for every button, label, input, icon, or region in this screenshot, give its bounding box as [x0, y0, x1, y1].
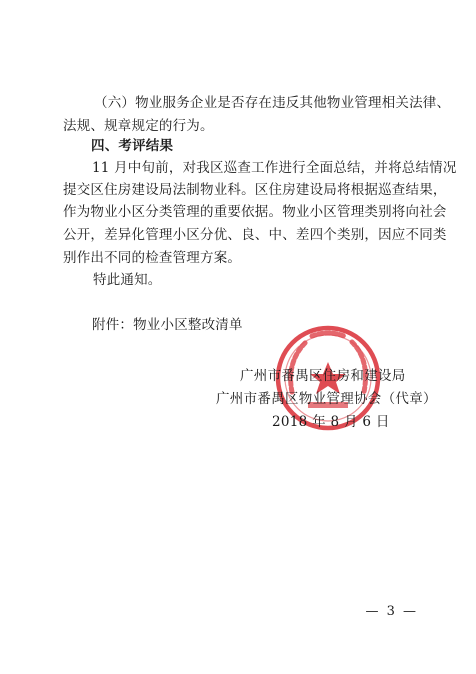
paragraph-6-line-2: 法规、规章规定的行为。 [63, 118, 214, 134]
result-paragraph-line-4: 公开，差异化管理小区分优、良、中、差四个类别，因应不同类 [63, 227, 447, 243]
paragraph-6-line-1: （六）物业服务企业是否存在违反其他物业管理相关法律、 [94, 95, 451, 111]
page-number: — 3 — [365, 604, 418, 619]
signature-org-2: 广州市番禺区物业管理协会（代章） [216, 391, 437, 407]
result-paragraph-line-5: 别作出不同的检查管理方案。 [63, 250, 242, 266]
section-4-heading: 四、考评结果 [91, 138, 174, 154]
result-paragraph-line-1: 11 月中旬前，对我区巡查工作进行全面总结，并将总结情况 [92, 160, 457, 176]
result-paragraph-line-3: 作为物业小区分类管理的重要依据。物业小区管理类别将向社会 [63, 204, 447, 220]
signature-org-1: 广州市番禺区住房和建设局 [240, 368, 406, 384]
signature-date: 2018 年 8 月 6 日 [272, 414, 390, 430]
result-paragraph-line-2: 提交区住房建设局法制物业科。区住房建设局将根据巡查结果， [63, 182, 447, 198]
closing-notice: 特此通知。 [93, 272, 162, 288]
attachment-line: 附件：物业小区整改清单 [92, 317, 243, 333]
